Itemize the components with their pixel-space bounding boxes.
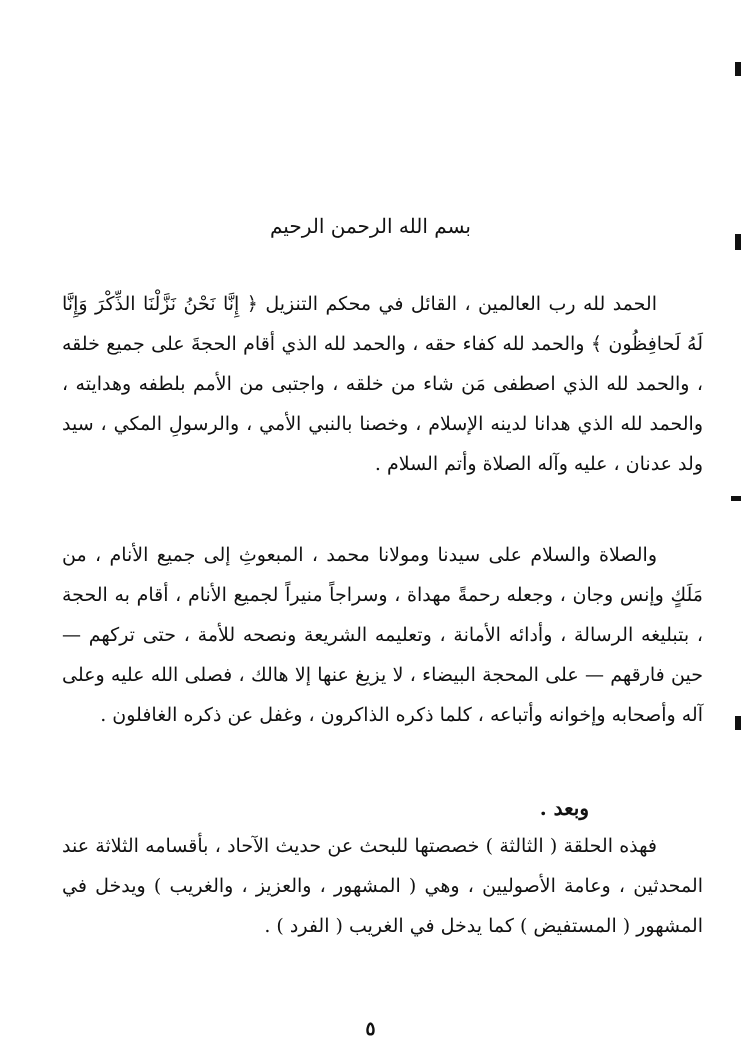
page-number: ٥ — [365, 1018, 376, 1040]
scan-edge-mark — [731, 496, 741, 501]
basmala-heading: بسم الله الرحمن الرحيم — [269, 214, 471, 238]
scan-edge-mark — [735, 62, 741, 76]
paragraph-introduction: فهذه الحلقة ( الثالثة ) خصصتها للبحث عن حديث الآحاد ، بأقسامه الثلاثة عند المحدثين ، وعامة الأصوليين ، وهي ( المشهور ، والعزيز ، والغريب ) ويدخل في المشهور ( المستفيض ) كما يدخل في الغريب ( الفرد ) . — [62, 835, 703, 937]
section-heading: وبعد . — [539, 796, 589, 820]
paragraph-praise: الحمد لله رب العالمين ، القائل في محكم التنزيل ﴿ إِنَّا نَحْنُ نَزَّلْنَا الذِّكْرَ وَإِنَّا لَهُ لَحافِظُون ﴾ والحمد لله كفاء حقه ، والحمد لله الذي أقام الحجةَ على جميع خلقه ، والحمد لله الذي اصطفى مَن شاء من خلقه ، واجتبى من الأمم بلطفه وهدايته ، والحمد لله الذي هدانا لدينه الإسلام ، وخصنا بالنبي الأمي ، والرسولِ المكي ، سيد ولد عدنان ، عليه وآله الصلاة وأتم السلام . — [62, 293, 703, 475]
scan-edge-mark — [735, 716, 741, 730]
paragraph-salutation: والصلاة والسلام على سيدنا ومولانا محمد ، المبعوثِ إلى جميع الأنام ، من مَلَكٍ وإنس وجان ، وجعله رحمةً مهداة ، وسراجاً منيراً لجميع الأنام ، أقام به الحجة ، بتبليغه الرسالة ، وأدائه الأمانة ، وتعليمه الشريعة ونصحه للأمة ، حتى تركهم — حين فارقهم — على المحجة البيضاء ، لا يزيغ عنها إلا هالك ، فصلى الله عليه وعلى آله وأصحابه وإخوانه وأتباعه ، كلما ذكره الذاكرون ، وغفل عن ذكره الغافلون . — [62, 544, 703, 726]
